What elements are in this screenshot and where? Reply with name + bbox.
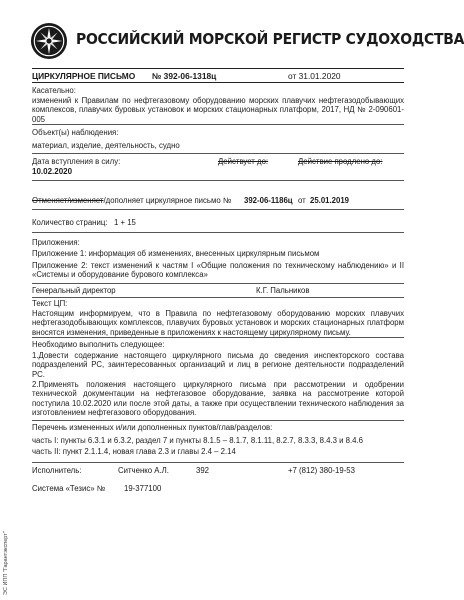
organization-name: РОССИЙСКИЙ МОРСКОЙ РЕГИСТР СУДОХОДСТВА bbox=[76, 30, 464, 48]
replaces-line bbox=[32, 196, 231, 205]
letter-date: от 31.01.2020 bbox=[288, 71, 341, 81]
extended-until-label: Действие продлено до: bbox=[298, 157, 383, 166]
subject-text: изменений к Правилам по нефтегазовому оборудованию морских плавучих нефтегазодобывающих комплексов, плавучих буровых установок и морских стационарных платформ, 2017, НД № 2-090601-005 bbox=[32, 96, 404, 124]
replaces-date: 25.01.2019 bbox=[310, 196, 350, 205]
attachment-1: Приложение 1: информация об изменениях, внесенных циркулярным письмом bbox=[32, 249, 320, 258]
valid-until-label: Действует до: bbox=[218, 157, 269, 166]
pages-value: 1 + 15 bbox=[114, 218, 136, 227]
divider bbox=[32, 232, 404, 233]
replaces-prefix: /дополняет циркулярное письмо № bbox=[103, 196, 232, 205]
divider bbox=[32, 68, 404, 69]
divider bbox=[32, 420, 404, 421]
replaces-prefix-struck: Отменяет/изменяет bbox=[32, 196, 104, 205]
divider bbox=[32, 153, 404, 154]
body-label: Текст ЦП: bbox=[32, 299, 68, 308]
replaces-from: от bbox=[298, 196, 306, 205]
objects-text: материал, изделие, деятельность, судно bbox=[32, 141, 180, 150]
letter-type: ЦИРКУЛЯРНОЕ ПИСЬМО bbox=[32, 71, 136, 81]
executor-code: 392 bbox=[196, 466, 210, 475]
attachment-2: Приложение 2: текст изменений к частям I «Общие положения по техническому наблюдению» и II «Системы и оборудование бурового комплекса» bbox=[32, 261, 404, 280]
paragraphs-part-2: часть II: пункт 2.1.1.4, новая глава 2.3 и главы 2.4 – 2.14 bbox=[32, 447, 236, 456]
signatory-name: К.Г. Пальников bbox=[256, 286, 310, 295]
paragraphs-label: Перечень измененных и/или дополненных пунктов/глав/разделов: bbox=[32, 423, 273, 432]
objects-label: Объект(ы) наблюдения: bbox=[32, 128, 119, 137]
system-number: 19-377100 bbox=[124, 484, 162, 493]
action-item-1: 1.Довести содержание настоящего циркулярного письма до сведения инспекторского состава подразделений РС, заинтересованных организаций и лиц в регионе деятельности подразделений РС. bbox=[32, 351, 404, 379]
paragraphs-part-1: часть I: пункты 6.3.1 и 6.3.2, раздел 7 и пункты 8.1.5 – 8.1.7, 8.1.11, 8.2.7, 8.3.3, 8.4.3 и 8.4.6 bbox=[32, 436, 364, 445]
side-stamp: ЭС ИПП "Гарантэксперт" bbox=[3, 531, 9, 595]
divider bbox=[32, 82, 404, 83]
action-item-2: 2.Применять положения настоящего циркулярного письма при рассмотрении и одобрении технической документации на нефтегазовое оборудование, заявка на рассмотрение которой поступила 10.02.2020 или после этой даты, а также при осуществлении технического наблюдения за изготовлением нефтегазового оборудования. bbox=[32, 380, 404, 418]
effective-date-value: 10.02.2020 bbox=[32, 167, 73, 176]
divider bbox=[32, 180, 404, 181]
executor-name: Ситченко А.Л. bbox=[118, 466, 169, 475]
signatory-position: Генеральный директор bbox=[32, 286, 116, 295]
system-label: Система «Тезис» № bbox=[32, 484, 106, 493]
divider bbox=[32, 297, 404, 298]
replaces-number: 392-06-1186ц bbox=[244, 196, 293, 205]
divider bbox=[32, 209, 404, 210]
letter-number: № 392-06-1318ц bbox=[152, 71, 217, 81]
executor-label: Исполнитель: bbox=[32, 466, 82, 475]
divider bbox=[32, 337, 404, 338]
actions-label: Необходимо выполнить следующее: bbox=[32, 340, 165, 349]
divider bbox=[32, 124, 404, 125]
rs-emblem-logo bbox=[30, 22, 68, 60]
body-text: Настоящим информируем, что в Правила по нефтегазовому оборудованию морских плавучих нефтегазодобывающих комплексов, плавучих буровых установок и морских стационарных платформ вносятся изменения, приведенные в приложениях к настоящему циркулярному письму. bbox=[32, 309, 404, 337]
executor-phone: +7 (812) 380-19-53 bbox=[288, 466, 355, 475]
subject-label: Касательно: bbox=[32, 86, 76, 95]
divider bbox=[32, 462, 404, 463]
pages-label: Количество страниц: bbox=[32, 218, 108, 227]
effective-date-label: Дата вступления в силу: bbox=[32, 157, 121, 166]
attachments-label: Приложения: bbox=[32, 238, 80, 247]
divider bbox=[32, 283, 404, 284]
